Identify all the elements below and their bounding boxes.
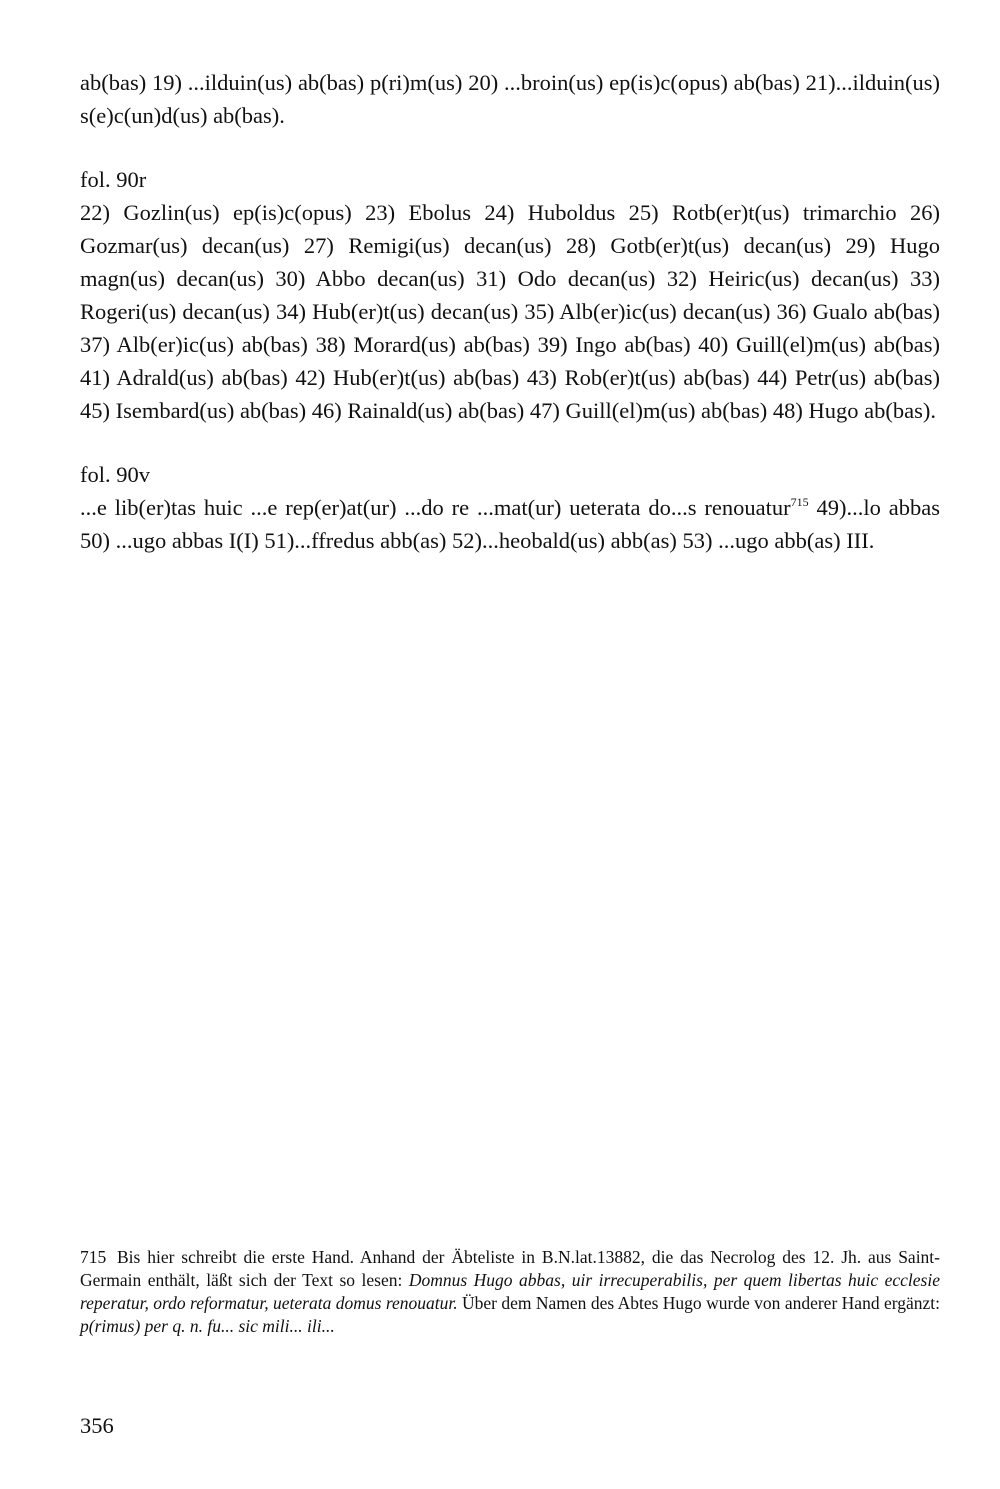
footnote-text-a: Bis hier schreibt die erste Hand. Anhand der Äbteliste in B.N.lat.13882, die das Necrolog des 12. Jh. aus Saint-Germain enthält, läßt sich der Text so lesen: [80,1247,940,1290]
page-number: 356 [80,1413,114,1438]
paragraph-list-end: ab(bas) 19) ...ilduin(us) ab(bas) p(ri)m(us) 20) ...broin(us) ep(is)c(opus) ab(bas) 21)...ilduin(us) s(e)c(un)d(us) ab(bas). [80,70,940,128]
folio-heading-90r: fol. 90r [80,167,147,192]
folio-heading-90v: fol. 90v [80,462,150,487]
main-text [80,66,940,557]
paragraph-fol-90v [80,491,940,557]
footnote-reference[interactable]: 715 [790,495,809,509]
footnote [80,1246,940,1338]
footnote-text-b: Über dem Namen des Abtes Hugo wurde von anderer Hand ergänzt: [457,1293,940,1313]
spacer [80,427,940,458]
fol-90v-text: ...e lib(er)tas huic ...e rep(er)at(ur) ...do re ...mat(ur) ueterata do...s renouatur [80,495,791,520]
fol-90v-list: 49)...lo abbas 50) ...ugo abbas I(I) 51)...ffredus abb(as) 52)...heobald(us) abb(as) 53) ...ugo abb(as) III. [80,495,941,553]
paragraph-fol-90r: 22) Gozlin(us) ep(is)c(opus) 23) Ebolus 24) Huboldus 25) Rotb(er)t(us) trimarchio 26) Gozmar(us) decan(us) 27) Remigi(us) decan(us) 28) Gotb(er)t(us) decan(us) 29) Hugo magn(us) decan(us) 30) Abbo decan(us) 31) Odo decan(us) 32) Heiric(us) decan(us) 33) Rogeri(us) decan(us) 34) Hub(er)t(us) decan(us) 35) Alb(er)ic(us) decan(us) 36) Gualo ab(bas) 37) Alb(er)ic(us) ab(bas) 38) Morard(us) ab(bas) 39) Ingo ab(bas) 40) Guill(el)m(us) ab(bas) 41) Adrald(us) ab(bas) 42) Hub(er)t(us) ab(bas) 43) Rob(er)t(us) ab(bas) 44) Petr(us) ab(bas) 45) Isembard(us) ab(bas) 46) Rainald(us) ab(bas) 47) Guill(el)m(us) ab(bas) 48) Hugo ab(bas). [80,200,940,423]
footnote-italic-b: p(rimus) per q. n. fu... sic mili... ili... [80,1316,335,1336]
spacer [80,132,940,163]
footnote-number: 715 [80,1247,107,1267]
footnote-italic-a: Domnus Hugo abbas, uir irrecuperabilis, per quem libertas huic ecclesie reperatur, ordo reformatur, ueterata domus renouatur. [80,1270,940,1313]
